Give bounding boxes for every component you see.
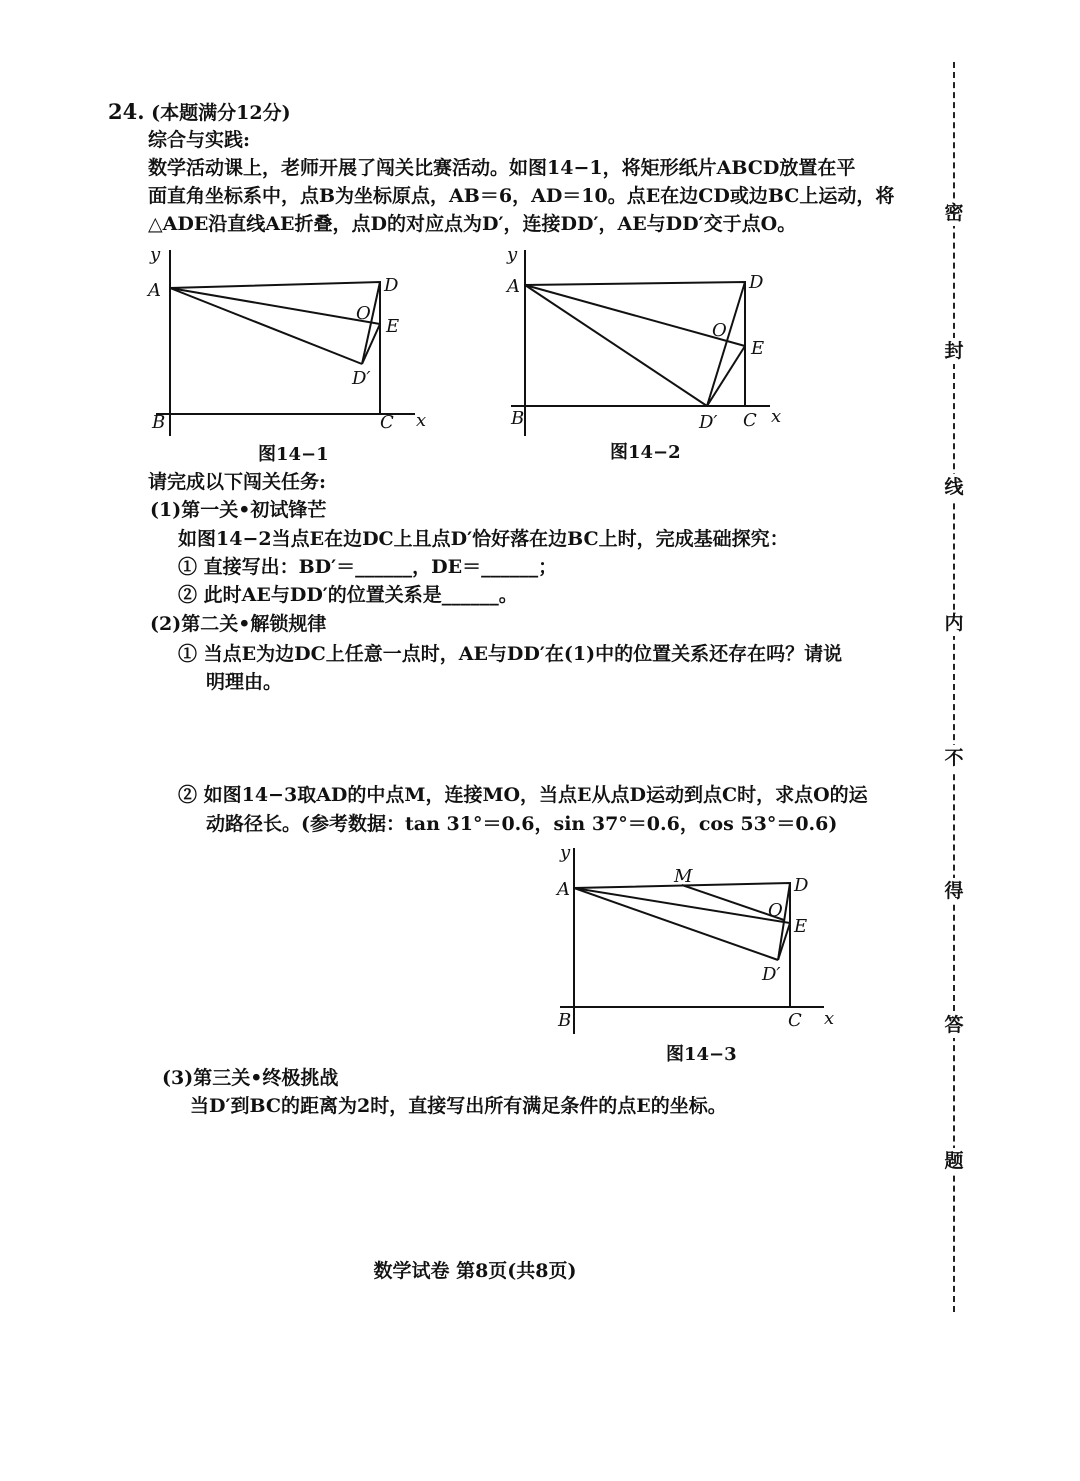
- caption-14-3: 图14−3: [666, 1044, 737, 1065]
- section-title: 综合与实践:: [148, 129, 251, 151]
- label-b: B: [558, 1010, 572, 1031]
- label-c: C: [788, 1010, 802, 1031]
- label-e: E: [751, 338, 765, 359]
- label-a: A: [148, 280, 161, 301]
- label-y: y: [560, 842, 571, 863]
- segment-ad-prime: [170, 288, 362, 364]
- label-m: M: [674, 866, 693, 887]
- seal-char-2: 封: [940, 338, 968, 364]
- label-d-prime: D′: [699, 412, 718, 433]
- label-o: O: [768, 900, 783, 921]
- segment-ae: [574, 888, 790, 923]
- segment-ad-prime: [574, 888, 778, 960]
- part3-desc: 当D′到BC的距离为2时，直接写出所有满足条件的点E的坐标。: [190, 1095, 727, 1117]
- label-x: x: [416, 410, 427, 431]
- label-c: C: [743, 410, 757, 431]
- label-d: D: [749, 272, 764, 293]
- figure-14-3: [548, 840, 848, 1040]
- label-x: x: [824, 1008, 835, 1029]
- figure-14-1: [140, 240, 440, 440]
- label-b: B: [152, 412, 166, 433]
- label-e: E: [386, 316, 400, 337]
- label-y: y: [507, 244, 518, 265]
- segment-d-prime-e: [707, 346, 745, 406]
- rect-top-right: [574, 883, 790, 1007]
- part2-q1-line2: 明理由。: [206, 671, 283, 693]
- question-number: 24.: [108, 99, 145, 124]
- seal-char-6: 得: [940, 878, 968, 904]
- page-footer: 数学试卷 第8页(共8页): [373, 1260, 577, 1282]
- caption-14-1: 图14−1: [258, 444, 329, 465]
- tasks-heading: 请完成以下闯关任务:: [148, 471, 327, 493]
- question-score: (本题满分12分): [151, 102, 291, 124]
- part3-title: (3)第三关•终极挑战: [162, 1067, 339, 1089]
- segment-d-prime-e: [362, 324, 380, 364]
- question-header: [108, 100, 291, 125]
- label-d-prime: D′: [352, 368, 371, 389]
- label-y: y: [150, 244, 161, 265]
- part1-q1: ① 直接写出：BD′＝______，DE＝______；: [178, 556, 558, 578]
- segment-ad-prime: [525, 285, 707, 406]
- part2-q2-line1: ② 如图14−3取AD的中点M，连接MO，当点E从点D运动到点C时，求点O的运: [178, 784, 868, 806]
- label-a: A: [507, 276, 520, 297]
- part2-q2-line2: 动路径长。(参考数据：tan 31°＝0.6，sin 37°＝0.6，cos 53°＝0.6): [206, 813, 838, 835]
- intro-line-2: 面直角坐标系中，点B为坐标原点，AB＝6，AD＝10。点E在边CD或边BC上运动，将: [148, 185, 895, 207]
- label-a: A: [557, 879, 570, 900]
- label-d: D: [794, 875, 809, 896]
- intro-line-1: 数学活动课上，老师开展了闯关比赛活动。如图14−1，将矩形纸片ABCD放置在平: [148, 157, 856, 179]
- part1-q2: ② 此时AE与DD′的位置关系是______。: [178, 584, 518, 606]
- label-d: D: [384, 275, 399, 296]
- seal-char-8: 题: [940, 1148, 968, 1174]
- seal-char-4: 内: [940, 610, 968, 636]
- intro-line-3: △ADE沿直线AE折叠，点D的对应点为D′，连接DD′，AE与DD′交于点O。: [148, 213, 797, 235]
- label-x: x: [771, 406, 782, 427]
- seal-char-3: 线: [940, 474, 968, 500]
- part1-desc: 如图14−2当点E在边DC上且点D′恰好落在边BC上时，完成基础探究：: [178, 528, 789, 550]
- caption-14-2: 图14−2: [610, 442, 681, 463]
- label-b: B: [511, 408, 525, 429]
- seal-char-5: 不: [940, 745, 968, 771]
- label-o: O: [712, 320, 727, 341]
- part2-q1-line1: ① 当点E为边DC上任意一点时，AE与DD′在(1)中的位置关系还存在吗？请说: [178, 643, 843, 665]
- part2-title: (2)第二关•解锁规律: [150, 613, 327, 635]
- label-d-prime: D′: [762, 964, 781, 985]
- label-c: C: [380, 412, 394, 433]
- seal-char-7: 答: [940, 1012, 968, 1038]
- segment-ae: [170, 288, 380, 324]
- part1-title: (1)第一关•初试锋芒: [150, 499, 327, 521]
- seal-line: [953, 62, 955, 1312]
- label-e: E: [794, 916, 808, 937]
- seal-char-1: 密: [940, 200, 968, 226]
- figure-14-2: [495, 240, 795, 440]
- rect-top-right: [170, 282, 380, 414]
- label-o: O: [356, 303, 371, 324]
